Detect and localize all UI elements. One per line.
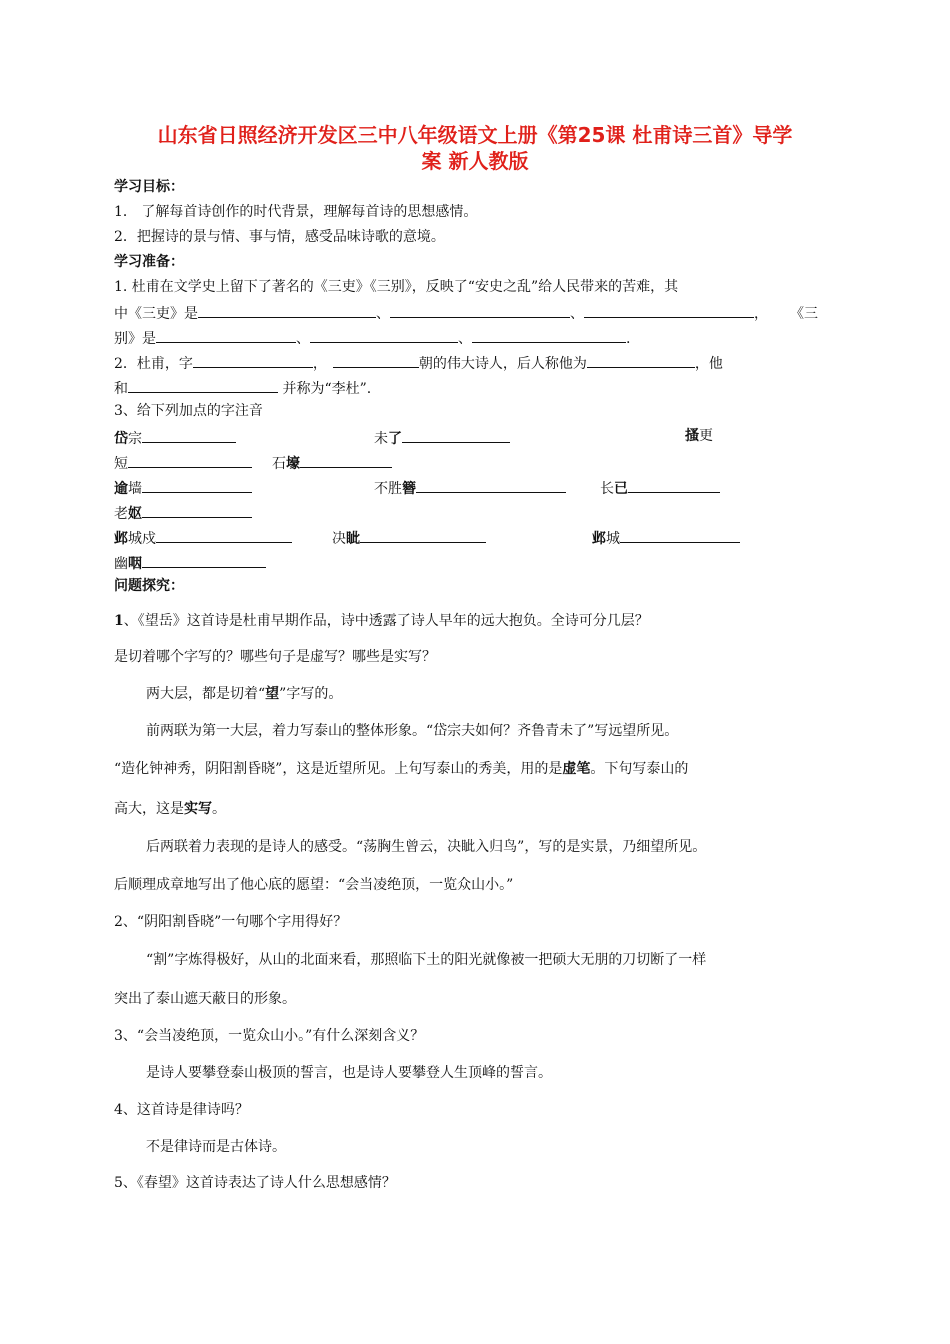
pinyin-item: 邺城 (592, 527, 740, 548)
prep-q1-line2-prefix: 中《三吏》是 (114, 306, 198, 322)
explore-q2: 2、“阴阳割昏晓”一句哪个字用得好？ (114, 914, 348, 930)
blank-dynasty[interactable] (333, 352, 419, 368)
objective-item-1: 1． 了解每首诗创作的时代背景，理解每首诗的思想感情。 (114, 204, 478, 220)
pinyin-item: 决眦 (332, 527, 486, 548)
pinyin-blank[interactable] (628, 477, 720, 493)
answer-1-para-2: 前两联为第一大层，着力写泰山的整体形象。“岱宗夫如何？齐鲁青未了”写远望所见。 (146, 723, 679, 739)
pinyin-blank[interactable] (142, 427, 236, 443)
prep-q2-text-a: 2．杜甫，字 (114, 356, 193, 372)
prep-q2-line1 (114, 352, 723, 373)
pinyin-item: 未了 (374, 427, 510, 448)
answer-1-para-4: 高大，这是实写。 (114, 801, 226, 817)
answer-2-line-1: “割”字炼得极好，从山的北面来看，那照临下土的阳光就像被一把硕大无朋的刀切断了一样 (146, 952, 707, 968)
title-line-1: 山东省日照经济开发区三中八年级语文上册《第25课 杜甫诗三首》导学 (157, 123, 793, 147)
separator: 、 (458, 331, 472, 347)
answer-4: 不是律诗而是古体诗。 (146, 1139, 286, 1155)
prep-heading: 学习准备： (114, 254, 184, 270)
prep-q2-text-c: 朝的伟大诗人，后人称他为 (418, 356, 587, 372)
pinyin-blank[interactable] (360, 527, 486, 543)
explore-q1-line2: 是切着哪个字写的？哪些句子是虚写？哪些是实写？ (114, 649, 436, 665)
prep-q1-line2-suffix: 《三 (790, 306, 818, 322)
pinyin-blank[interactable] (620, 527, 740, 543)
separator: ， (754, 306, 768, 322)
explore-q3: 3、“会当凌绝顶，一览众山小。”有什么深刻含义？ (114, 1028, 425, 1044)
pinyin-blank[interactable] (128, 452, 252, 468)
pinyin-item: 长已 (600, 477, 720, 498)
answer-1-para-5: 后两联着力表现的是诗人的感受。“荡胸生曾云，决眦入归鸟”，写的是实景，乃细望所见。 (146, 839, 707, 855)
pinyin-blank[interactable] (156, 527, 292, 543)
objectives-heading: 学习目标： (114, 179, 184, 195)
blank-sanli-3[interactable] (584, 302, 754, 318)
explore-q1-line1 (114, 612, 649, 630)
q1-number: 1 (114, 613, 124, 629)
explore-heading: 问题探究： (114, 578, 184, 594)
pinyin-item: 岱宗 (114, 427, 236, 448)
blank-sanbie-2[interactable] (310, 327, 458, 343)
prep-q1-line1: 1. 杜甫在文学史上留下了著名的《三吏》《三别》，反映了“安史之乱”给人民带来的苦难，其 (114, 279, 679, 295)
pinyin-item: 幽咽 (114, 552, 266, 573)
pinyin-blank[interactable] (142, 502, 252, 518)
prep-q2-text-e: 和 (114, 381, 128, 397)
pinyin-item: 邺城戍 (114, 527, 292, 548)
answer-2-line-2: 突出了泰山遮天蔽日的形象。 (114, 991, 296, 1007)
pinyin-blank[interactable] (402, 427, 510, 443)
pinyin-item: 不胜簪 (374, 477, 566, 498)
prep-q1-line2 (114, 302, 818, 323)
answer-3: 是诗人要攀登泰山极顶的誓言，也是诗人要攀登人生顶峰的誓言。 (146, 1065, 552, 1081)
pinyin-blank[interactable] (142, 477, 252, 493)
prep-q1-line3 (114, 327, 630, 348)
answer-1-para-1: 两大层，都是切着“望”字写的。 (146, 686, 343, 702)
blank-title[interactable] (587, 352, 695, 368)
separator: 、 (570, 306, 584, 322)
prep-q3: 3、给下列加点的字注音 (114, 403, 263, 419)
blank-sanbie-3[interactable] (472, 327, 626, 343)
blank-sanbie-1[interactable] (156, 327, 296, 343)
explore-q4: 4、这首诗是律诗吗？ (114, 1102, 249, 1118)
q1-text: 、《望岳》这首诗是杜甫早期作品，诗中透露了诗人早年的远大抱负。全诗可分几层？ (123, 613, 649, 629)
prep-q2-text-f: 并称为“李杜”. (278, 381, 372, 397)
pinyin-item: 逾墙 (114, 477, 252, 498)
blank-libai[interactable] (128, 377, 278, 393)
prep-q2-text-d: ，他 (694, 356, 723, 372)
pinyin-item: 短 (114, 452, 252, 473)
objective-item-2: 2．把握诗的景与情、事与情，感受品味诗歌的意境。 (114, 229, 445, 245)
answer-1-para-6: 后顺理成章地写出了他心底的愿望：“会当凌绝顶，一览众山小。” (114, 877, 514, 893)
prep-q1-line3-prefix: 别》是 (114, 331, 156, 347)
prep-q2-line2 (114, 377, 371, 398)
blank-sanli-2[interactable] (390, 302, 570, 318)
prep-q2-text-b: ， (312, 356, 327, 372)
period: . (626, 331, 631, 347)
blank-courtesy-name[interactable] (193, 352, 313, 368)
pinyin-item: 搔更 (685, 428, 713, 444)
blank-sanli-1[interactable] (198, 302, 376, 318)
document-title (100, 122, 850, 174)
pinyin-blank[interactable] (416, 477, 566, 493)
pinyin-blank[interactable] (300, 452, 392, 468)
pinyin-blank[interactable] (142, 552, 266, 568)
pinyin-item: 石壕 (272, 452, 392, 473)
explore-q5: 5、《春望》这首诗表达了诗人什么思想感情？ (114, 1175, 396, 1191)
answer-1-para-3: “造化钟神秀，阴阳割昏晓”，这是近望所见。上句写泰山的秀美，用的是虚笔。下句写泰山的 (114, 761, 689, 777)
pinyin-item: 老妪 (114, 502, 252, 523)
title-line-2: 案 新人教版 (421, 149, 529, 173)
separator: 、 (296, 331, 310, 347)
separator: 、 (376, 306, 390, 322)
